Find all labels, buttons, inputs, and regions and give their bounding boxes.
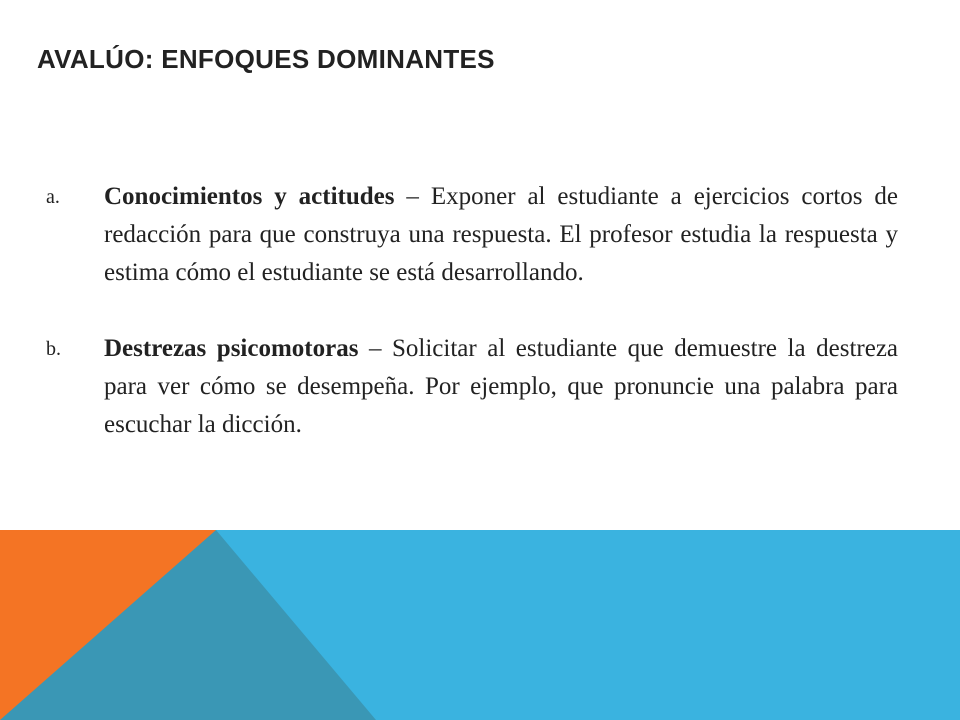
item-text: – Exponer al estudiante a ejercicios cortos de redacción para que construya una respuesta. El profesor estudia la respuesta y estima cómo el estudiante se está desarrollando. — [104, 183, 899, 286]
decorative-band — [0, 530, 960, 720]
list-item-psychomotor — [46, 330, 898, 444]
item-text: – Solicitar al estudiante que demuestre la destreza para ver cómo se desempeña. Por ejemplo, que pronuncie una palabra para escuchar la dicción. — [104, 335, 899, 438]
content-list — [46, 178, 898, 444]
item-term: Conocimientos y actitudes — [104, 183, 395, 210]
list-marker: a. — [46, 186, 60, 208]
item-term: Destrezas psicomotoras — [104, 335, 359, 362]
slide-title: AVALÚO: ENFOQUES DOMINANTES — [37, 44, 495, 74]
list-marker: b. — [46, 338, 61, 360]
list-item-knowledge — [46, 178, 898, 292]
